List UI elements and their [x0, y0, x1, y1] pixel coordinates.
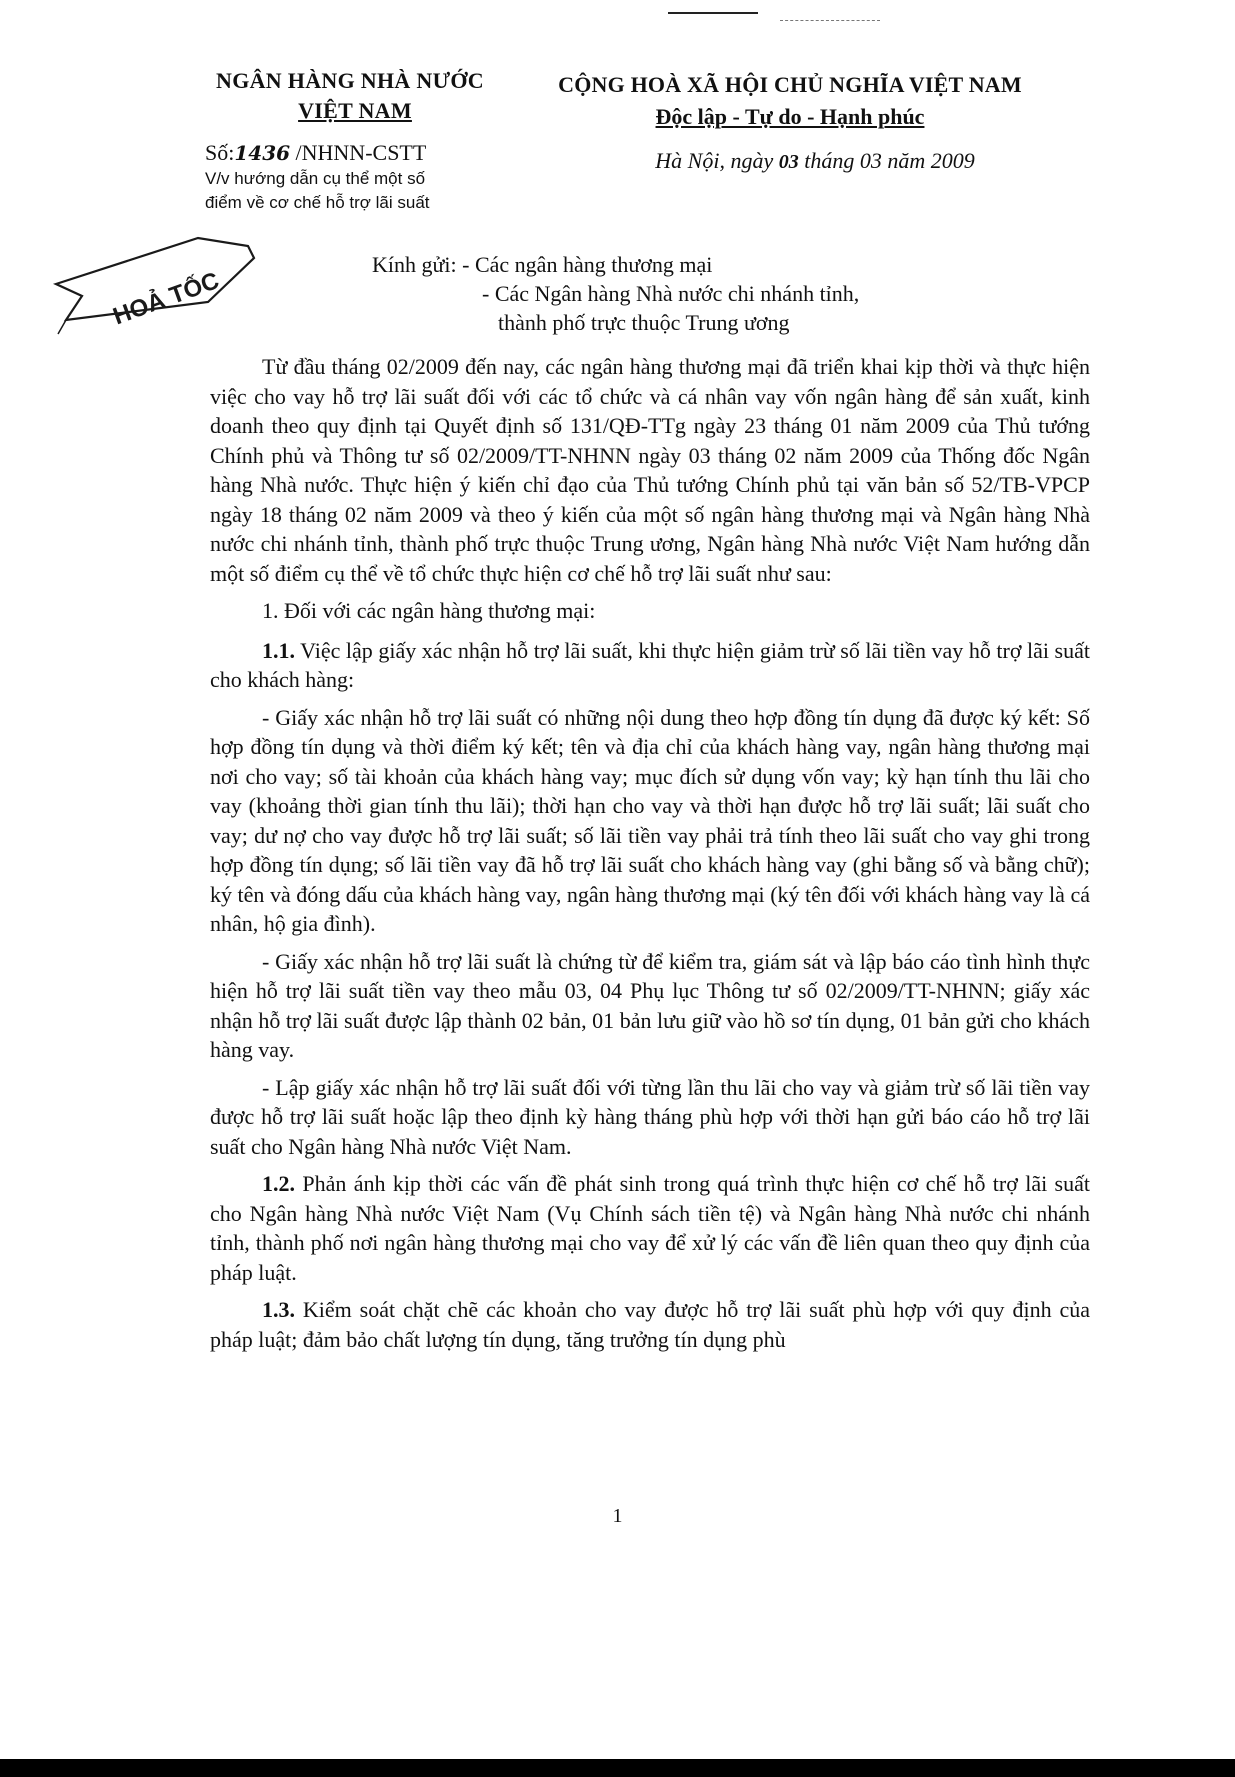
section-text: Kiểm soát chặt chẽ các khoản cho vay được hỗ trợ lãi suất phù hợp với quy định của pháp luật; đảm bảo chất lượng tín dụng, tăng trưởng tín dụng phù [210, 1297, 1090, 1352]
section-text: Việc lập giấy xác nhận hỗ trợ lãi suất, khi thực hiện giảm trừ số lãi tiền vay hỗ trợ lãi suất cho khách hàng: [210, 637, 1090, 692]
document-body [210, 352, 1090, 1362]
doc-no-prefix: Số: [205, 140, 235, 165]
doc-no-suffix: /NHNN-CSTT [290, 140, 427, 165]
recipient-1: - Các ngân hàng thương mại [456, 252, 713, 277]
nation-title: CỘNG HOÀ XÃ HỘI CHỦ NGHĨA VIỆT NAM [558, 72, 1022, 97]
scan-bottom-edge [0, 1759, 1235, 1777]
recipient-2: - Các Ngân hàng Nhà nước chi nhánh tỉnh, [482, 281, 860, 306]
scan-mark [668, 12, 758, 14]
section-1-1 [210, 636, 1090, 695]
bullet-paragraph: - Giấy xác nhận hỗ trợ lãi suất là chứng từ để kiểm tra, giám sát và lập báo cáo tình hình thực hiện hỗ trợ lãi suất tiền vay theo mẫu 03, 04 Phụ lục Thông tư số 02/2009/TT-NHNN; giấy xác nhận hỗ trợ lãi suất được lập thành 02 bản, 01 bản lưu giữ vào hồ sơ tín dụng, 01 bản gửi cho khách hàng vay. [210, 948, 1090, 1062]
page-number: 1 [612, 1505, 623, 1527]
recipient-line [372, 250, 859, 279]
issuer-block [205, 68, 505, 214]
urgent-stamp-icon [48, 232, 258, 342]
date-day-handwritten: 03 [778, 151, 799, 173]
issuer-name-line1: NGÂN HÀNG NHÀ NƯỚC [216, 68, 484, 93]
section-number: 1.3. [262, 1297, 295, 1322]
section-1-3 [210, 1295, 1090, 1354]
section-number: 1.2. [262, 1171, 295, 1196]
section-text: Phản ánh kịp thời các vấn đề phát sinh trong quá trình thực hiện cơ chế hỗ trợ lãi suất cho Ngân hàng Nhà nước Việt Nam (Vụ Chính sách tiền tệ) và Ngân hàng Nhà nước chi nhánh tỉnh, thành phố nơi ngân hàng thương mại cho vay để xử lý các vấn đề liên quan theo quy định của pháp luật. [210, 1171, 1090, 1285]
place-date [580, 148, 1050, 174]
recipients-label: Kính gửi: [372, 252, 457, 277]
bullet-paragraph: - Giấy xác nhận hỗ trợ lãi suất có những nội dung theo hợp đồng tín dụng đã được ký kết: Số hợp đồng tín dụng và thời điểm ký kết; tên và địa chỉ của khách hàng vay, ngân hàng thương mại nơi cho vay; số tài khoản của khách hàng vay; mục đích sử dụng vốn vay; kỳ hạn tính thu lãi cho vay (khoảng thời gian tính thu lãi); thời hạn cho vay và thời hạn được hỗ trợ lãi suất; lãi suất cho vay; dư nợ cho vay được hỗ trợ lãi suất; số lãi tiền vay phải trả tính theo lãi suất cho vay ghi trong hợp đồng tín dụng; số lãi tiền vay đã hỗ trợ lãi suất cho khách hàng vay (ghi bằng số và bằng chữ); ký tên và đóng dấu của khách hàng vay, ngân hàng thương mại (ký tên đối với khách hàng vay là cá nhân, hộ gia đình). [210, 704, 1090, 936]
issuer-name-line2: VIỆT NAM [298, 98, 412, 123]
intro-paragraph: Từ đầu tháng 02/2009 đến nay, các ngân hàng thương mại đã triển khai kịp thời và thực hiện việc cho vay hỗ trợ lãi suất đối với các tổ chức và cá nhân vay vốn ngân hàng để sản xuất, kinh doanh theo quy định tại Quyết định số 131/QĐ-TTg ngày 23 tháng 01 năm 2009 của Thủ tướng Chính phủ và Thông tư số 02/2009/TT-NHNN ngày 03 tháng 02 năm 2009 của Thống đốc Ngân hàng Nhà nước. Thực hiện ý kiến chỉ đạo của Thủ tướng Chính phủ tại văn bản số 52/TB-VPCP ngày 18 tháng 02 năm 2009 và theo ý kiến của một số ngân hàng thương mại và Ngân hàng Nhà nước chi nhánh tỉnh, thành phố trực thuộc Trung ương, Ngân hàng Nhà nước Việt Nam hướng dẫn một số điểm cụ thể về tổ chức thực hiện cơ chế hỗ trợ lãi suất như sau: [210, 354, 1090, 586]
bullet-paragraph: - Lập giấy xác nhận hỗ trợ lãi suất đối với từng lần thu lãi cho vay và giảm trừ số lãi tiền vay được hỗ trợ lãi suất hoặc lập theo định kỳ hàng tháng phù hợp với thời hạn gửi báo cáo hỗ trợ lãi suất cho Ngân hàng Nhà nước Việt Nam. [210, 1074, 1090, 1159]
date-suffix: tháng 03 năm 2009 [798, 148, 975, 173]
scan-mark [780, 20, 880, 21]
section-1-heading: 1. Đối với các ngân hàng thương mại: [262, 598, 596, 623]
subject-line2: điểm về cơ chế hỗ trợ lãi suất [205, 193, 430, 212]
subject-line1: V/v hướng dẫn cụ thể một số [205, 169, 426, 188]
date-prefix: Hà Nội, ngày [655, 148, 779, 173]
document-number [205, 140, 505, 166]
recipients-block [372, 250, 859, 337]
doc-no-handwritten: 1436 [234, 141, 291, 165]
section-1-2 [210, 1169, 1090, 1287]
recipient-2-cont: thành phố trực thuộc Trung ương [498, 310, 790, 335]
national-heading [530, 72, 1050, 174]
national-motto: Độc lập - Tự do - Hạnh phúc [655, 104, 925, 129]
stamp-text: HOẢ TỐC [109, 267, 223, 331]
section-number: 1.1. [262, 637, 295, 663]
